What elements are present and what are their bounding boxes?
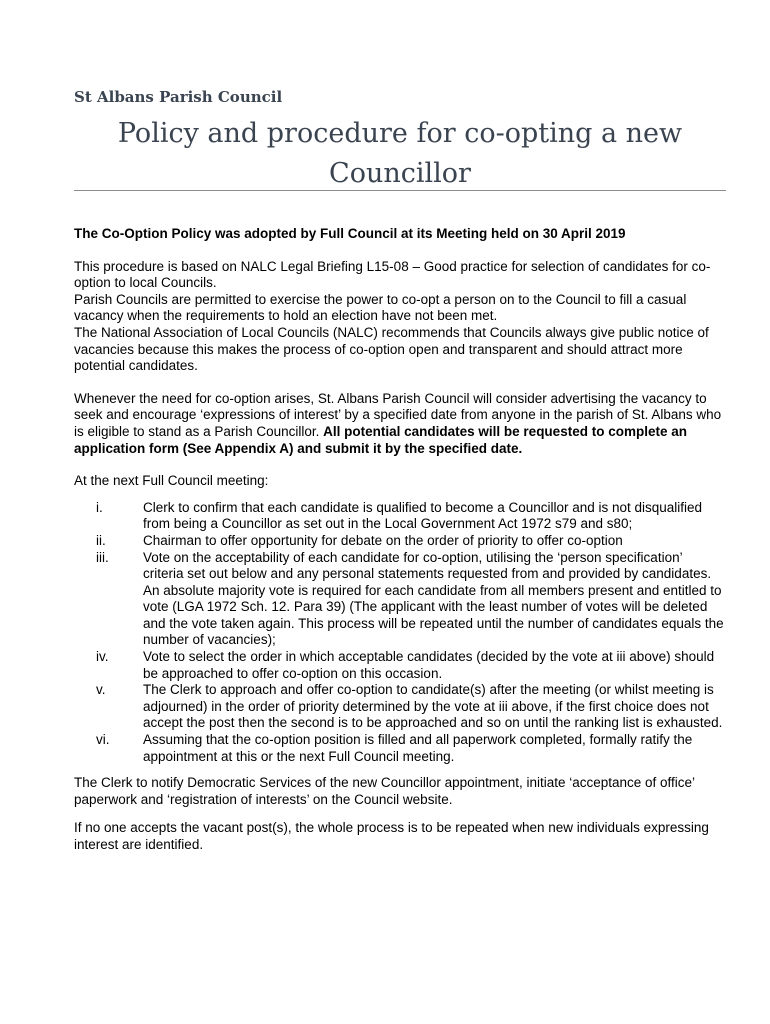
advertising-text: Whenever the need for co-option arises, St. Albans Parish Council will consider advertising the vacancy to seek and encourage ‘expressions of interest’ by a specified date from anyone in the parish of St. Albans who is eligible to stand as a Parish Councillor.	[74, 390, 722, 439]
step-number: i.	[96, 499, 103, 515]
list-item	[74, 682, 724, 732]
step-text: Assuming that the co-option position is filled and all paperwork completed, formally ratify the appointment at this or the next Full Council meeting.	[143, 732, 693, 764]
step-text: Clerk to confirm that each candidate is qualified to become a Councillor and is not disqualified from being a Councillor as set out in the Local Government Act 1972 s79 and s80;	[143, 499, 703, 532]
step-number: ii.	[96, 532, 106, 548]
step-text: Chairman to offer opportunity for debate on the order of priority to offer co-option	[143, 532, 623, 548]
advertising-paragraph	[74, 391, 724, 457]
list-item	[74, 649, 724, 682]
page-title	[74, 114, 726, 194]
list-item	[74, 732, 724, 765]
adoption-statement: The Co-Option Policy was adopted by Full Council at its Meeting held on 30 April 2019	[74, 226, 626, 241]
title-line-1: Policy and procedure for co-opting a new	[117, 118, 683, 149]
step-number: iv.	[96, 649, 109, 665]
document-body	[74, 226, 724, 866]
notification-paragraph: The Clerk to notify Democratic Services of the new Councillor appointment, initiate ‘acceptance of office’ paperwork and ‘registration of interests’ on the Council website.	[74, 775, 695, 807]
repeat-process-paragraph: If no one accepts the vacant post(s), the whole process is to be repeated when new individuals expressing interest are identified.	[74, 820, 709, 852]
step-number: iii.	[96, 549, 109, 565]
procedure-steps	[74, 500, 724, 766]
intro-line-3: The National Association of Local Councils (NALC) recommends that Councils always give public notice of vacancies because this makes the process of co-option open and transparent and should attract more potential candidates.	[74, 324, 709, 374]
step-text: Vote on the acceptability of each candidate for co-option, utilising the ‘person specification’ criteria set out below and any personal statements requested from and provided by candidates. An absolute majority vote is required for each candidate from all members present and entitled to vote (LGA 1972 Sch. 12. Para 39) (The applicant with the least number of votes will be deleted and the vote taken again. This process will be repeated until the number of candidates equals the number of vacancies);	[143, 549, 724, 648]
title-line-2: Councillor	[329, 158, 471, 189]
intro-line-1: This procedure is based on NALC Legal Briefing L15-08 – Good practice for selection of candidates for co-option to local Councils.	[74, 258, 711, 291]
council-name: St Albans Parish Council	[74, 88, 283, 106]
step-number: vi.	[96, 732, 110, 748]
next-meeting-lead: At the next Full Council meeting:	[74, 473, 269, 489]
step-text: The Clerk to approach and offer co-option to candidate(s) after the meeting (or whilst meeting is adjourned) in the order of priority determined by the vote at iii above, if the first choice does not accept the post then the second is to be approached and so on until the ranking list is exhausted.	[143, 682, 723, 731]
list-item	[74, 550, 724, 650]
step-number: v.	[96, 682, 106, 698]
intro-paragraph	[74, 259, 724, 375]
step-text: Vote to select the order in which acceptable candidates (decided by the vote at iii above) should be approached to offer co-option on this occasion.	[143, 649, 715, 681]
application-form-notice: All potential candidates will be requested to complete an application form (See Appendix A) and submit it by the specified date.	[74, 423, 687, 456]
title-divider	[74, 190, 726, 191]
list-item	[74, 500, 724, 533]
intro-line-2: Parish Councils are permitted to exercise the power to co-opt a person on to the Council to fill a casual vacancy when the requirements to hold an election have not been met.	[74, 291, 687, 324]
list-item	[74, 533, 724, 550]
